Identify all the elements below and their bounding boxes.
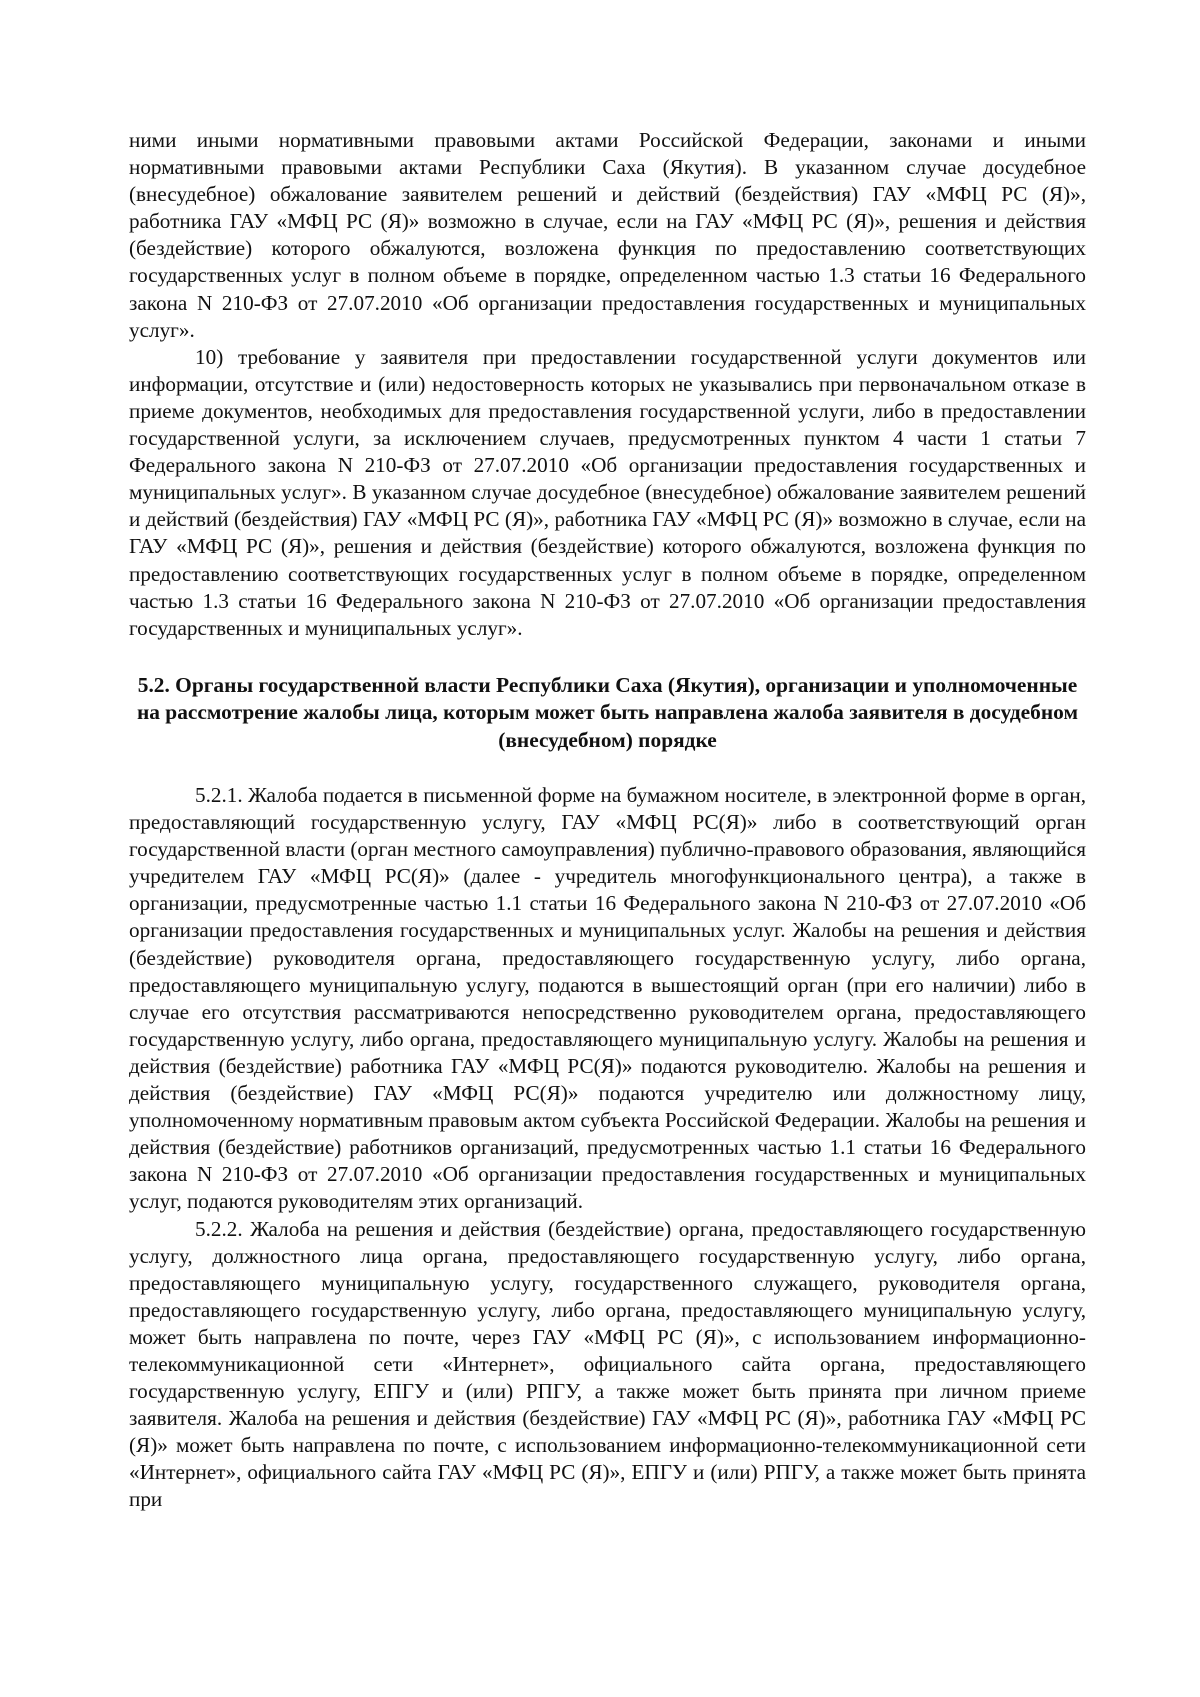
paragraph-5-2-2: 5.2.2. Жалоба на решения и действия (бездействие) органа, предоставляющего государственную услугу, должностного лица органа, предоставляющего государственную услугу, либо органа, предоставляющего муниципальную услугу, государственного служащего, руководителя органа, предоставляющего государственную услугу, либо органа, предоставляющего муниципальную услугу, может быть направлена по почте, через ГАУ «МФЦ РС (Я)», с использованием информационно-телекоммуникационной сети «Интернет», официального сайта органа, предоставляющего государственную услугу, ЕПГУ и (или) РПГУ, а также может быть принята при личном приеме заявителя. Жалоба на решения и действия (бездействие) ГАУ «МФЦ РС (Я)», работника ГАУ «МФЦ РС (Я)» может быть направлена по почте, с использованием информационно-телекоммуникационной сети «Интернет», официального сайта ГАУ «МФЦ РС (Я)», ЕПГУ и (или) РПГУ, а также может быть принята при — [129, 1216, 1086, 1512]
paragraph-continuation: ними иными нормативными правовыми актами Российской Федерации, законами и иными нормативными правовыми актами Республики Саха (Якутия). В указанном случае досудебное (внесудебное) обжалование заявителем решений и действий (бездействия) ГАУ «МФЦ РС (Я)», работника ГАУ «МФЦ РС (Я)» возможно в случае, если на ГАУ «МФЦ РС (Я)», решения и действия (бездействие) которого обжалуются, возложена функция по предоставлению соответствующих государственных услуг в полном объеме в порядке, определенном частью 1.3 статьи 16 Федерального закона N 210-ФЗ от 27.07.2010 «Об организации предоставления государственных и муниципальных услуг». — [129, 128, 1086, 342]
section-heading-5-2: 5.2. Органы государственной власти Республики Саха (Якутия), организации и уполномоченные на рассмотрение жалобы лица, которым может быть направлена жалоба заявителя в досудебном (внесудебном) порядке — [136, 672, 1079, 752]
paragraph-5-2-1: 5.2.1. Жалоба подается в письменной форме на бумажном носителе, в электронной форме в орган, предоставляющий государственную услугу, ГАУ «МФЦ РС(Я)» либо в соответствующий орган государственной власти (орган местного самоуправления) публично-правового образования, являющийся учредителем ГАУ «МФЦ РС(Я)» (далее - учредитель многофункционального центра), а также в организации, предусмотренные частью 1.1 статьи 16 Федерального закона N 210-ФЗ от 27.07.2010 «Об организации предоставления государственных и муниципальных услуг. Жалобы на решения и действия (бездействие) руководителя органа, предоставляющего государственную услугу, либо органа, предоставляющего муниципальную услугу, подаются в вышестоящий орган (при его наличии) либо в случае его отсутствия рассматриваются непосредственно руководителем органа, предоставляющего государственную услугу, либо органа, предоставляющего муниципальную услугу. Жалобы на решения и действия (бездействие) работника ГАУ «МФЦ РС(Я)» подаются руководителю. Жалобы на решения и действия (бездействие) ГАУ «МФЦ РС(Я)» подаются учредителю или должностному лицу, уполномоченному нормативным правовым актом субъекта Российской Федерации. Жалобы на решения и действия (бездействие) работников организаций, предусмотренных частью 1.1 статьи 16 Федерального закона N 210-ФЗ от 27.07.2010 «Об организации предоставления государственных и муниципальных услуг, подаются руководителям этих организаций. — [129, 783, 1086, 1214]
paragraph-item-10: 10) требование у заявителя при предоставлении государственной услуги документов или информации, отсутствие и (или) недостоверность которых не указывались при первоначальном отказе в приеме документов, необходимых для предоставления государственной услуги, либо в предоставлении государственной услуги, за исключением случаев, предусмотренных пунктом 4 части 1 статьи 7 Федерального закона N 210-ФЗ от 27.07.2010 «Об организации предоставления государственных и муниципальных услуг». В указанном случае досудебное (внесудебное) обжалование заявителем решений и действий (бездействия) ГАУ «МФЦ РС (Я)», работника ГАУ «МФЦ РС (Я)» возможно в случае, если на ГАУ «МФЦ РС (Я)», решения и действия (бездействие) которого обжалуются, возложена функция по предоставлению соответствующих государственных услуг в полном объеме в порядке, определенном частью 1.3 статьи 16 Федерального закона N 210-ФЗ от 27.07.2010 «Об организации предоставления государственных и муниципальных услуг». — [129, 344, 1086, 640]
document-body — [129, 127, 1086, 1514]
